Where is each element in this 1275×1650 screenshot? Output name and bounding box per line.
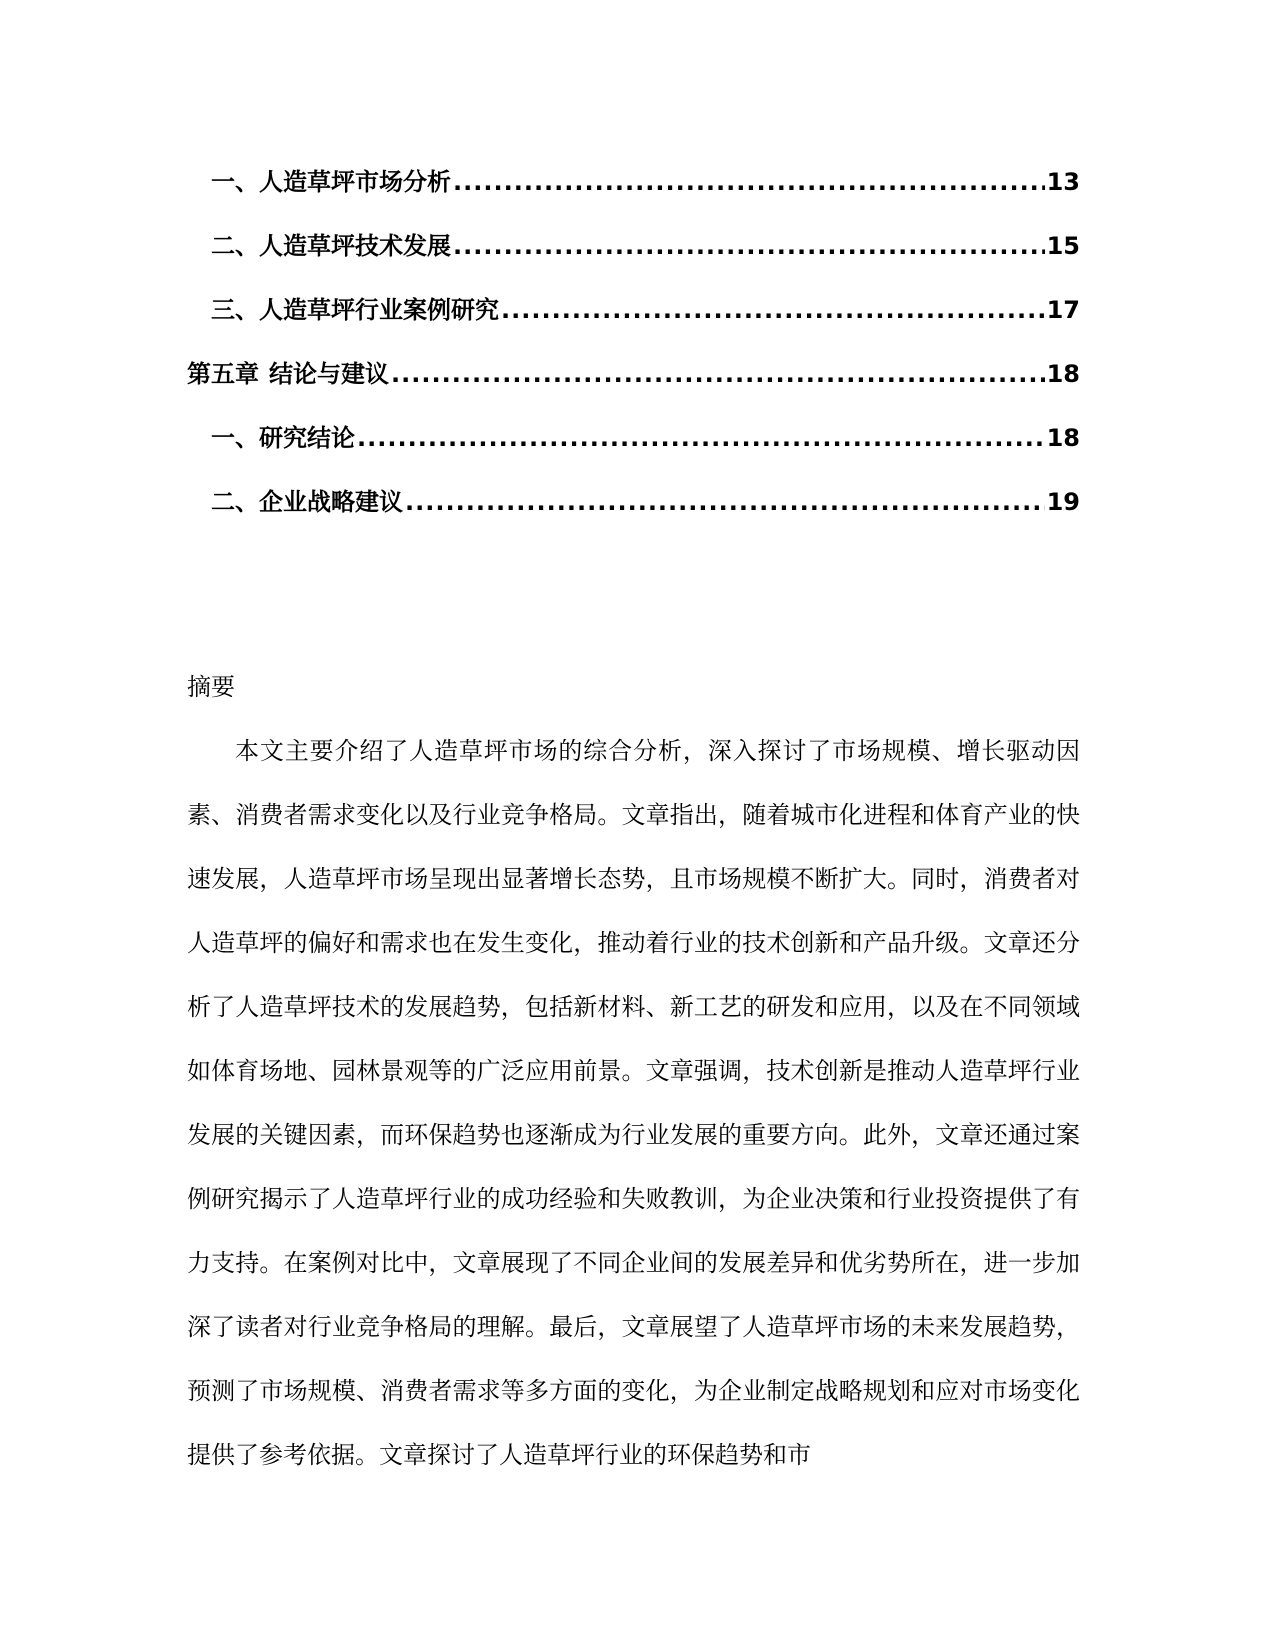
toc-entry-number: 一、 <box>211 424 259 452</box>
toc-entry-page: 17 <box>1046 296 1080 324</box>
toc-entry-page: 19 <box>1046 488 1080 516</box>
toc-dot-leader <box>501 278 1045 342</box>
toc-entry-number: 二、 <box>211 488 259 516</box>
toc-dot-leader <box>391 342 1045 406</box>
toc-dot-leader <box>357 406 1045 470</box>
toc-dot-leader <box>405 470 1045 534</box>
toc-entry-number: 二、 <box>211 232 259 260</box>
toc-entry[interactable] <box>187 278 1080 342</box>
abstract-section <box>187 655 1080 1487</box>
toc-dot-leader <box>453 150 1045 214</box>
toc-entry-title: 结论与建议 <box>269 360 389 388</box>
toc-entry[interactable] <box>187 470 1080 534</box>
toc-entry-page: 15 <box>1046 232 1080 260</box>
toc-entry-page: 13 <box>1046 168 1080 196</box>
toc-chapter-label: 第五章 <box>187 360 259 388</box>
toc-entry-page: 18 <box>1046 424 1080 452</box>
toc-chapter-entry[interactable] <box>187 342 1080 406</box>
abstract-paragraph: 本文主要介绍了人造草坪市场的综合分析，深入探讨了市场规模、增长驱动因素、消费者需求变化以及行业竞争格局。文章指出，随着城市化进程和体育产业的快速发展，人造草坪市场呈现出显著增长态势，且市场规模不断扩大。同时，消费者对人造草坪的偏好和需求也在发生变化，推动着行业的技术创新和产品升级。文章还分析了人造草坪技术的发展趋势，包括新材料、新工艺的研发和应用，以及在不同领域如体育场地、园林景观等的广泛应用前景。文章强调，技术创新是推动人造草坪行业发展的关键因素，而环保趋势也逐渐成为行业发展的重要方向。此外，文章还通过案例研究揭示了人造草坪行业的成功经验和失败教训，为企业决策和行业投资提供了有力支持。在案例对比中，文章展现了不同企业间的发展差异和优劣势所在，进一步加深了读者对行业竞争格局的理解。最后，文章展望了人造草坪市场的未来发展趋势，预测了市场规模、消费者需求等多方面的变化，为企业制定战略规划和应对市场变化提供了参考依据。文章探讨了人造草坪行业的环保趋势和市 <box>187 737 1080 1469</box>
table-of-contents <box>187 150 1080 534</box>
toc-entry-page: 18 <box>1046 360 1080 388</box>
toc-entry-number: 一、 <box>211 168 259 196</box>
toc-entry-title: 企业战略建议 <box>259 488 403 516</box>
toc-entry-title: 人造草坪技术发展 <box>259 232 451 260</box>
toc-entry-title: 研究结论 <box>259 424 355 452</box>
toc-entry-title: 人造草坪市场分析 <box>259 168 451 196</box>
toc-entry[interactable] <box>187 150 1080 214</box>
toc-dot-leader <box>453 214 1045 278</box>
toc-entry[interactable] <box>187 406 1080 470</box>
toc-entry-number: 三、 <box>211 296 259 324</box>
toc-entry[interactable] <box>187 214 1080 278</box>
toc-entry-title: 人造草坪行业案例研究 <box>259 296 499 324</box>
abstract-heading: 摘要 <box>187 673 235 701</box>
